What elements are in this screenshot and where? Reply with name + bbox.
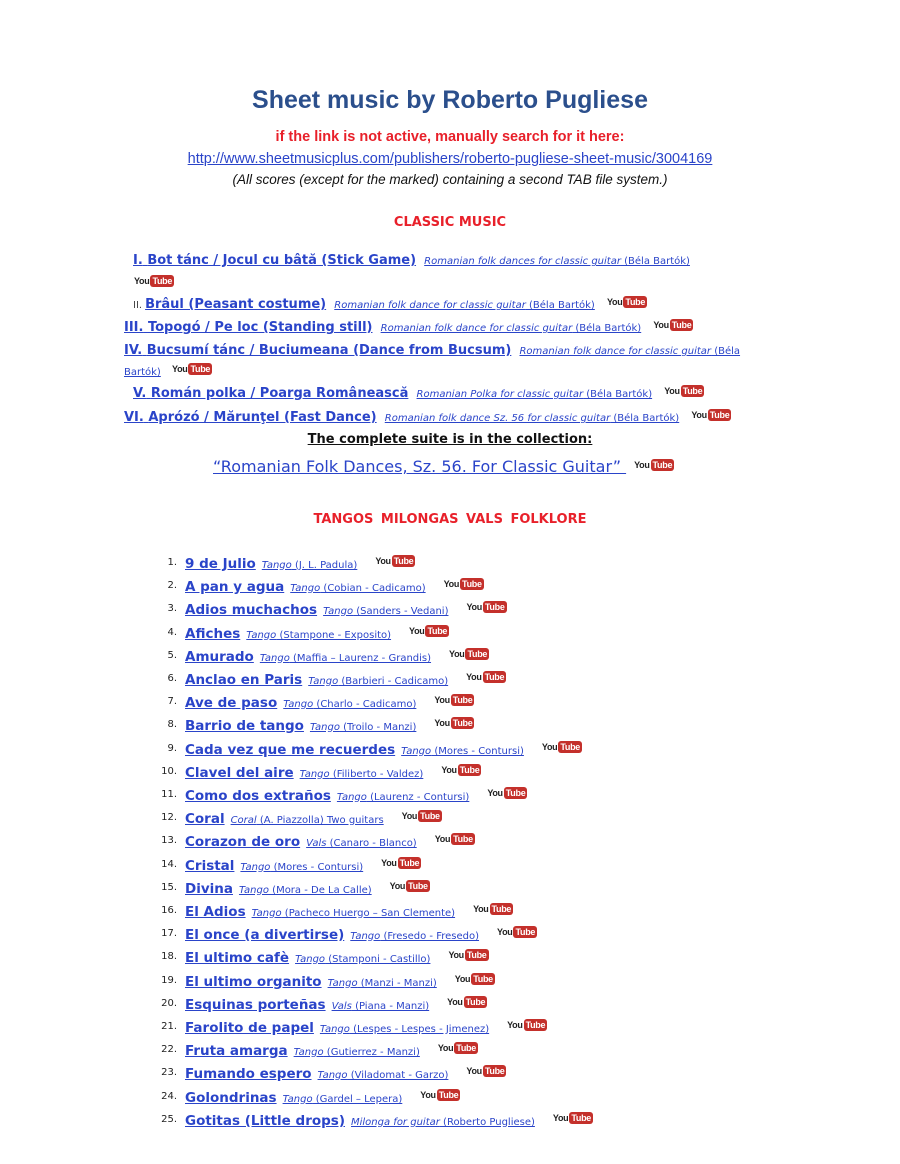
list-item-number: 3. xyxy=(167,603,177,614)
youtube-icon[interactable]: You Tube xyxy=(437,1042,476,1053)
classic-item-author[interactable]: (Béla Bartók) xyxy=(525,300,595,311)
list-item-author[interactable]: (Barbieri - Cadicamo) xyxy=(338,676,449,687)
classic-item[interactable] xyxy=(124,343,740,358)
youtube-icon[interactable]: You Tube xyxy=(449,648,488,659)
youtube-icon[interactable]: You Tube xyxy=(507,1019,546,1030)
list-item-number: 22. xyxy=(161,1044,177,1055)
youtube-icon[interactable]: You Tube xyxy=(653,319,692,330)
youtube-icon[interactable]: You Tube xyxy=(466,671,505,682)
youtube-icon[interactable]: You Tube xyxy=(541,741,580,752)
classic-item-author[interactable]: (Béla Bartók) xyxy=(572,323,642,334)
list-item-author[interactable]: (Maffia – Laurenz - Grandis) xyxy=(289,653,432,664)
list-item-title[interactable]: Clavel del aire xyxy=(185,765,294,781)
classic-item-desc[interactable]: Romanian folk dance for classic guitar xyxy=(380,323,573,334)
list-item-title[interactable]: Cristal xyxy=(185,858,235,874)
classic-item-author[interactable]: (Béla Bartók) xyxy=(620,256,690,267)
youtube-icon[interactable]: You Tube xyxy=(420,1089,459,1100)
youtube-icon[interactable]: You Tube xyxy=(389,880,428,891)
list-item-author[interactable]: (Lespes - Lespes - Jimenez) xyxy=(349,1024,490,1035)
classic-item-title[interactable]: IV. Bucsumí tánc / Buciumeana (Dance from Bucsum) xyxy=(124,343,512,358)
classic-item[interactable] xyxy=(124,410,731,425)
list-item-author[interactable]: (Pacheco Huergo – San Clemente) xyxy=(281,908,456,919)
list-item-title[interactable]: Anclao en Paris xyxy=(185,672,303,688)
list-item-author[interactable]: (Canaro - Blanco) xyxy=(326,838,417,849)
youtube-icon[interactable]: You Tube xyxy=(664,385,703,396)
classic-item-title[interactable]: I. Bot tánc / Jocul cu bâtă (Stick Game) xyxy=(133,253,417,268)
list-item-genre[interactable]: Tango xyxy=(323,606,354,617)
classic-item[interactable] xyxy=(133,297,647,312)
list-item-genre[interactable]: Tango xyxy=(240,862,271,873)
classic-item-num: II. xyxy=(133,300,143,311)
list-item-genre[interactable]: Vals xyxy=(331,1001,352,1012)
list-item-author[interactable]: (Stamponi - Castillo) xyxy=(325,954,431,965)
list-item-author[interactable]: (Cobian - Cadicamo) xyxy=(320,583,426,594)
list-item-author[interactable]: (Troilo - Manzi) xyxy=(339,722,417,733)
list-item-genre[interactable]: Tango xyxy=(327,978,358,989)
page-title: Sheet music by Roberto Pugliese xyxy=(252,86,648,114)
list-item-genre[interactable]: Coral xyxy=(230,815,257,826)
classic-item-author[interactable]: Bartók) xyxy=(124,367,161,378)
section-heading-classic: CLASSIC MUSIC xyxy=(393,215,507,230)
classic-item-desc[interactable]: Romanian Polka for classic guitar xyxy=(416,389,584,400)
classic-item-author[interactable]: (Béla xyxy=(711,346,741,357)
list-item-author[interactable]: (Stampone - Exposito) xyxy=(276,630,392,641)
youtube-icon[interactable]: You Tube xyxy=(401,810,440,821)
list-item-number: 13. xyxy=(161,835,177,846)
list-item-number: 10. xyxy=(161,766,177,777)
classic-item-desc[interactable]: Romanian folk dance for classic guitar xyxy=(334,300,526,311)
list-item-genre[interactable]: Tango xyxy=(251,908,282,919)
classic-item-desc[interactable]: Romanian folk dance for classic guitar xyxy=(519,346,712,357)
youtube-icon[interactable]: You Tube xyxy=(375,555,414,566)
list-item-number: 6. xyxy=(167,673,177,684)
list-item-title[interactable]: Gotitas (Little drops) xyxy=(185,1113,345,1129)
youtube-icon[interactable]: You Tube xyxy=(487,787,526,798)
list-item-number: 11. xyxy=(161,789,177,800)
list-item-title[interactable]: El Adios xyxy=(185,904,246,920)
youtube-icon[interactable]: You Tube xyxy=(634,459,673,470)
list-item-title[interactable]: Corazon de oro xyxy=(185,834,301,850)
youtube-icon[interactable]: You Tube xyxy=(448,949,487,960)
suite-heading: The complete suite is in the collection: xyxy=(307,432,593,447)
list-item-author[interactable]: (Mores - Contursi) xyxy=(270,862,364,873)
list-item-author[interactable]: (Fresedo - Fresedo) xyxy=(380,931,480,942)
classic-item-title[interactable]: V. Román polka / Poarga Românească xyxy=(133,386,409,401)
list-item-title[interactable]: Barrio de tango xyxy=(185,718,304,734)
list-item-title[interactable]: Coral xyxy=(185,811,225,827)
list-item-title[interactable]: El ultimo organito xyxy=(185,974,322,990)
list-item-number: 16. xyxy=(161,905,177,916)
list-item-number: 2. xyxy=(167,580,177,591)
classic-item-author[interactable]: (Béla Bartók) xyxy=(610,413,680,424)
classic-item[interactable] xyxy=(133,386,704,401)
list-item-title[interactable]: Fruta amarga xyxy=(185,1043,288,1059)
list-item-genre[interactable]: Tango xyxy=(309,722,340,733)
tab-note: (All scores (except for the marked) containing a second TAB file system.) xyxy=(232,172,668,187)
youtube-icon[interactable]: You Tube xyxy=(434,833,473,844)
classic-item-author[interactable]: (Béla Bartók) xyxy=(583,389,653,400)
list-item-author[interactable]: (Filiberto - Valdez) xyxy=(329,769,424,780)
list-item-author[interactable]: (Charlo - Cadicamo) xyxy=(313,699,417,710)
classic-item-title[interactable]: Brâul (Peasant costume) xyxy=(145,297,327,312)
list-item-title[interactable]: Esquinas porteñas xyxy=(185,997,326,1013)
list-item-number: 15. xyxy=(161,882,177,893)
list-item-genre[interactable]: Tango xyxy=(259,653,290,664)
list-item-number: 20. xyxy=(161,998,177,1009)
classic-item-title[interactable]: III. Topogó / Pe loc (Standing still) xyxy=(124,320,373,335)
list-item-title[interactable]: Como dos extraños xyxy=(185,788,331,804)
youtube-icon[interactable]: You Tube xyxy=(466,1065,505,1076)
list-item-number: 14. xyxy=(161,859,177,870)
suite-link[interactable]: “Romanian Folk Dances, Sz. 56. For Classic Guitar” You Tube xyxy=(213,457,673,476)
list-item-genre[interactable]: Milonga for guitar xyxy=(351,1117,440,1128)
list-item-number: 5. xyxy=(167,650,177,661)
list-item-title[interactable]: Fumando espero xyxy=(185,1066,312,1082)
youtube-icon[interactable]: You Tube xyxy=(552,1112,591,1123)
list-item-genre[interactable]: Tango xyxy=(350,931,381,942)
list-item-author[interactable]: (J. L. Padula) xyxy=(291,560,358,571)
list-item-author[interactable]: (Laurenz - Contursi) xyxy=(366,792,470,803)
list-item-author[interactable]: (Sanders - Vedani) xyxy=(353,606,449,617)
list-item-number: 19. xyxy=(161,975,177,986)
list-item-number: 24. xyxy=(161,1091,177,1102)
list-item-title[interactable]: Ave de paso xyxy=(185,695,278,711)
list-item-number: 21. xyxy=(161,1021,177,1032)
list-item-title[interactable]: Adios muchachos xyxy=(185,602,318,618)
list-item-author[interactable]: (Mores - Contursi) xyxy=(431,746,524,757)
classic-item-wrap[interactable] xyxy=(124,366,212,378)
list-item-genre[interactable]: Tango xyxy=(246,630,277,641)
list-item-title[interactable]: Amurado xyxy=(185,649,254,665)
link-warning: if the link is not active, manually search for it here: xyxy=(275,129,625,145)
youtube-icon[interactable]: You Tube xyxy=(497,926,536,937)
list-item-genre[interactable]: Tango xyxy=(319,1024,350,1035)
list-item-number: 18. xyxy=(161,951,177,962)
list-item-genre[interactable]: Tango xyxy=(293,1047,324,1058)
classic-item[interactable] xyxy=(124,320,693,335)
list-item-number: 7. xyxy=(167,696,177,707)
classic-item[interactable] xyxy=(133,253,690,268)
list-item-author[interactable]: (Mora - De La Calle) xyxy=(268,885,372,896)
list-item-title[interactable]: Farolito de papel xyxy=(185,1020,314,1036)
list-item-title[interactable]: El once (a divertirse) xyxy=(185,927,345,943)
classic-item-title[interactable]: VI. Aprózó / Mărunţel (Fast Dance) xyxy=(124,410,377,425)
list-item-title[interactable]: Golondrinas xyxy=(185,1090,277,1106)
list-item-number: 17. xyxy=(161,928,177,939)
list-item-number: 8. xyxy=(167,719,177,730)
list-item-genre[interactable]: Tango xyxy=(317,1070,348,1081)
youtube-icon[interactable]: You Tube xyxy=(473,903,512,914)
youtube-icon[interactable]: You Tube xyxy=(466,601,505,612)
list-item-genre[interactable]: Tango xyxy=(283,699,314,710)
classic-item-desc[interactable]: Romanian folk dance Sz. 56 for classic guitar xyxy=(384,413,611,424)
youtube-icon[interactable]: You Tube xyxy=(606,296,646,307)
list-item-author[interactable]: (Manzi - Manzi) xyxy=(357,978,437,989)
list-item-genre[interactable]: Tango xyxy=(336,792,367,803)
list-item-genre[interactable]: Tango xyxy=(238,885,269,896)
youtube-icon[interactable]: You Tube xyxy=(381,857,420,868)
list-item-author[interactable]: (A. Piazzolla) Two guitars xyxy=(256,815,384,826)
list-item-genre[interactable]: Tango xyxy=(290,583,321,594)
list-item-number: 12. xyxy=(161,812,177,823)
youtube-icon[interactable]: You Tube xyxy=(434,694,473,705)
list-item-genre[interactable]: Tango xyxy=(401,746,432,757)
list-item-author[interactable]: (Gardel – Lepera) xyxy=(312,1094,403,1105)
youtube-icon[interactable]: You Tube xyxy=(434,717,473,728)
list-item-genre[interactable]: Vals xyxy=(306,838,327,849)
youtube-icon[interactable]: You Tube xyxy=(409,625,448,636)
list-item-genre[interactable]: Tango xyxy=(282,1094,313,1105)
list-item-title[interactable]: Cada vez que me recuerdes xyxy=(185,742,396,758)
youtube-icon[interactable]: You Tube xyxy=(441,764,480,775)
youtube-icon[interactable]: You Tube xyxy=(447,996,486,1007)
list-item-author[interactable]: (Piana - Manzi) xyxy=(351,1001,430,1012)
list-item-genre[interactable]: Tango xyxy=(295,954,326,965)
list-item-title[interactable]: Afiches xyxy=(185,626,241,642)
list-item-number: 1. xyxy=(167,557,177,568)
publisher-link[interactable]: http://www.sheetmusicplus.com/publishers/roberto-pugliese-sheet-music/3004169 xyxy=(187,151,713,167)
list-item-title[interactable]: 9 de Julio xyxy=(185,556,256,572)
youtube-icon[interactable]: You Tube xyxy=(134,276,173,286)
list-item-number: 4. xyxy=(167,627,177,638)
classic-item-desc[interactable]: Romanian folk dances for classic guitar xyxy=(424,256,621,267)
list-item-number: 25. xyxy=(161,1114,177,1125)
list-item-title[interactable]: A pan y agua xyxy=(185,579,285,595)
list-item-author[interactable]: (Viladomat - Garzo) xyxy=(347,1070,449,1081)
list-item-genre[interactable]: Tango xyxy=(299,769,330,780)
youtube-icon[interactable]: You Tube xyxy=(443,578,482,589)
list-item-genre[interactable]: Tango xyxy=(308,676,339,687)
youtube-icon[interactable]: You Tube xyxy=(172,364,211,374)
list-item-number: 9. xyxy=(167,743,177,754)
section-heading-tangos: TANGOS MILONGAS VALS FOLKLORE xyxy=(313,512,587,527)
list-item-title[interactable]: Divina xyxy=(185,881,233,897)
youtube-icon[interactable]: You Tube xyxy=(454,973,493,984)
list-item-number: 23. xyxy=(161,1067,177,1078)
list-item-genre[interactable]: Tango xyxy=(261,560,292,571)
list-item-author[interactable]: (Roberto Pugliese) xyxy=(439,1117,535,1128)
list-item-title[interactable]: El ultimo cafè xyxy=(185,950,290,966)
youtube-icon[interactable]: You Tube xyxy=(691,409,730,420)
list-item-author[interactable]: (Gutierrez - Manzi) xyxy=(323,1047,420,1058)
